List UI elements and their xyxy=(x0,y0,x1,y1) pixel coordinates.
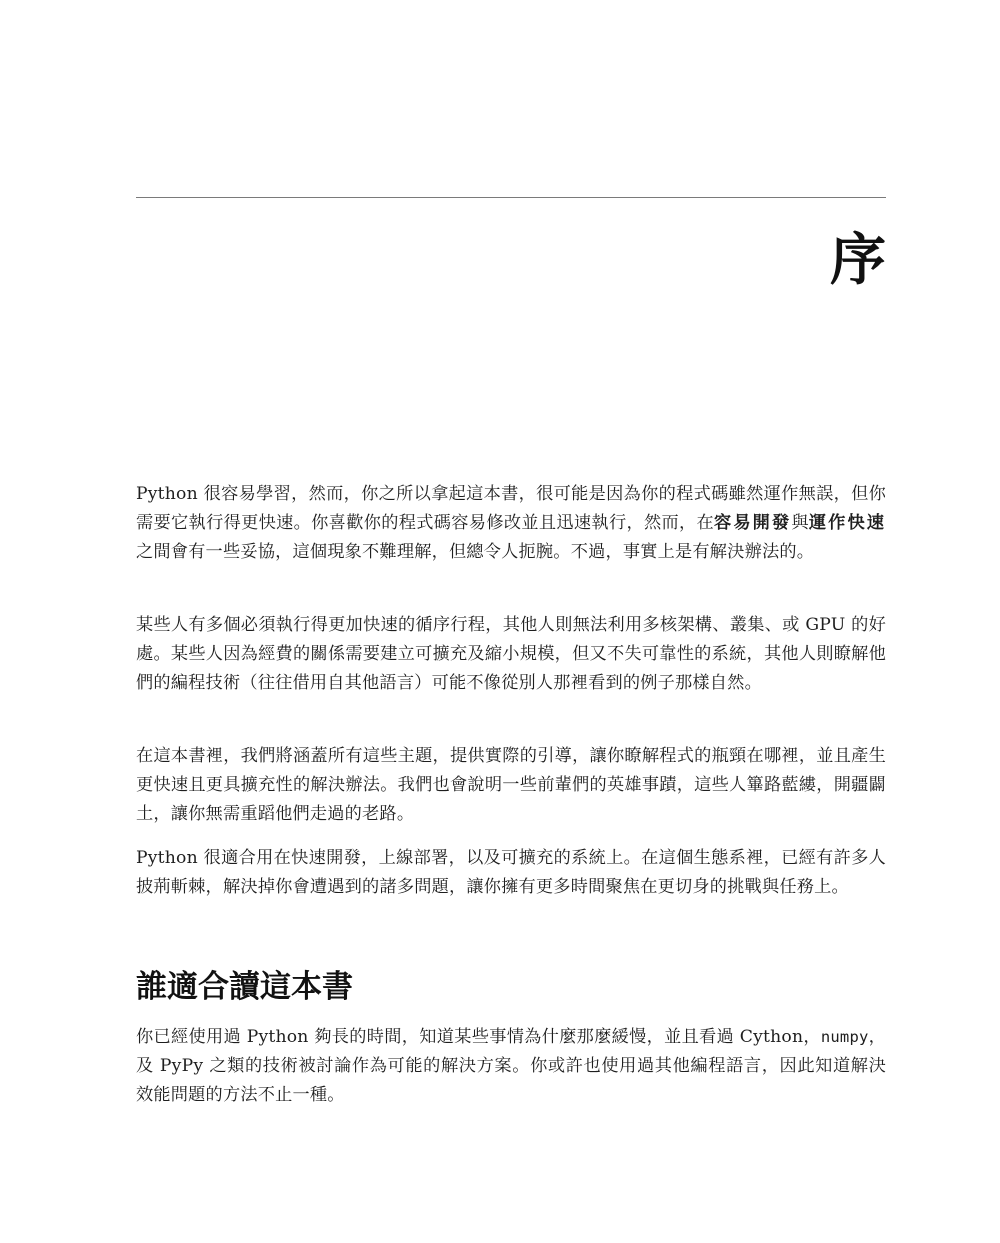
section-heading-audience: 誰適合讀這本書 xyxy=(136,969,353,1005)
audience-p1-text-start: 你已經使用過 Python 夠長的時間，知道某些事情為什麼那麼緩慢，並且看過 Cython， xyxy=(136,1027,821,1047)
chapter-title: 序 xyxy=(830,228,886,293)
chapter-rule xyxy=(136,197,886,198)
emphasis-fast-execution: 運作快速 xyxy=(808,513,886,533)
intro-p1-text-middle: 與 xyxy=(791,513,809,533)
intro-paragraph-4: Python 很適合用在快速開發，上線部署，以及可擴充的系統上。在這個生態系裡，已經有許多人披荊斬棘，解決掉你會遭遇到的諸多問題，讓你擁有更多時間聚焦在更切身的挑戰與任務上。 xyxy=(136,848,886,897)
audience-p1-text-end: ，及 PyPy 之類的技術被討論作為可能的解決方案。你或許也使用過其他編程語言，因此知道解決效能問題的方法不止一種。 xyxy=(136,1027,887,1105)
intro-p1-text-start: Python 很容易學習，然而，你之所以拿起這本書，很可能是因為你的程式碼雖然運作無誤，但你需要它執行得更快速。你喜歡你的程式碼容易修改並且迅速執行，然而，在 xyxy=(136,484,886,533)
intro-paragraph-1 xyxy=(136,480,886,567)
intro-paragraph-3: 在這本書裡，我們將涵蓋所有這些主題，提供實際的引導，讓你瞭解程式的瓶頸在哪裡，並且產生更快速且更具擴充性的解決辦法。我們也會說明一些前輩們的英雄事蹟，這些人篳路藍縷，開疆闢土，讓你無需重蹈他們走過的老路。 xyxy=(136,746,886,824)
inline-code-numpy: numpy xyxy=(820,1028,869,1046)
emphasis-easy-development: 容易開發 xyxy=(714,513,792,533)
intro-paragraph-2: 某些人有多個必須執行得更加快速的循序行程，其他人則無法利用多核架構、叢集、或 GPU 的好處。某些人因為經費的關係需要建立可擴充及縮小規模，但又不失可靠性的系統，其他人則瞭解他們的編程技術（往往借用自其他語言）可能不像從別人那裡看到的例子那樣自然。 xyxy=(136,615,886,693)
audience-paragraph-1 xyxy=(136,1023,886,1110)
intro-p1-text-end: 之間會有一些妥協，這個現象不難理解，但總令人扼腕。不過，事實上是有解決辦法的。 xyxy=(136,542,815,562)
